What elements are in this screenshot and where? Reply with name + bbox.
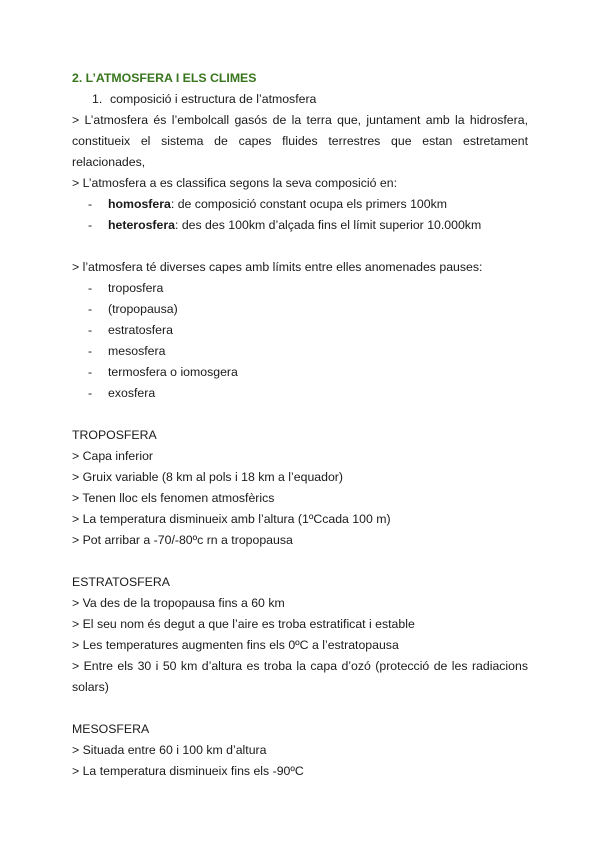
troposfera-line: > La temperatura disminueix amb l’altura (1ºCcada 100 m) <box>72 512 391 526</box>
subsection-heading <box>72 89 528 110</box>
troposfera-line: > Tenen lloc els fenomen atmosfèrics <box>72 491 275 505</box>
term-heterosfera: heterosfera <box>108 218 175 232</box>
estratosfera-heading: ESTRATOSFERA <box>72 575 170 589</box>
troposfera-heading: TROPOSFERA <box>72 428 157 442</box>
layer-item: - (tropopausa) <box>88 302 178 316</box>
estratosfera-line: > Va des de la tropopausa fins a 60 km <box>72 596 285 610</box>
layer-item: - estratosfera <box>88 323 173 337</box>
layer-item: - mesosfera <box>88 344 166 358</box>
intro-paragraph: > L’atmosfera és l’embolcall gasós de la terra que, juntament amb la hidrosfera, constitueix el sistema de capes fluides terrestres que estan estretament relacionades, <box>72 113 528 169</box>
term-heterosfera-text: : des des 100km d’alçada fins el límit superior 10.000km <box>174 218 482 232</box>
layer-item: - troposfera <box>88 281 164 295</box>
classification-intro: > L’atmosfera a es classifica segons la seva composició en: <box>72 176 398 190</box>
mesosfera-line: > Situada entre 60 i 100 km d’altura <box>72 743 267 757</box>
term-homosfera: homosfera <box>108 197 171 211</box>
mesosfera-heading: MESOSFERA <box>72 722 150 736</box>
section-title: 2. L’ATMOSFERA I ELS CLIMES <box>72 71 257 85</box>
troposfera-line: > Capa inferior <box>72 449 153 463</box>
estratosfera-ozone-paragraph: > Entre els 30 i 50 km d’altura es troba la capa d’ozó (protecció de les radiacions solars) <box>72 659 528 694</box>
estratosfera-line: > El seu nom és degut a que l’aire es troba estratificat i estable <box>72 617 415 631</box>
layers-intro: > l’atmosfera té diverses capes amb límits entre elles anomenades pauses: <box>72 260 483 274</box>
subsection-label: composició i estructura de l’atmosfera <box>110 92 317 106</box>
layer-item: - exosfera <box>88 386 156 400</box>
document-page <box>72 68 528 782</box>
classification-item-homosfera: - homosfera: de composició constant ocupa els primers 100km <box>88 197 448 211</box>
layer-item: - termosfera o iomosgera <box>88 365 238 379</box>
classification-item-heterosfera: - heterosfera: des des 100km d’alçada fins el límit superior 10.000km <box>88 218 482 232</box>
troposfera-line: > Pot arribar a -70/-80ºc rn a tropopausa <box>72 533 293 547</box>
subsection-number: 1. <box>92 92 103 106</box>
estratosfera-line: > Les temperatures augmenten fins els 0ºC a l’estratopausa <box>72 638 399 652</box>
term-homosfera-text: : de composició constant ocupa els primers 100km <box>170 197 448 211</box>
troposfera-line: > Gruix variable (8 km al pols i 18 km a l’equador) <box>72 470 343 484</box>
mesosfera-line: > La temperatura disminueix fins els -90ºC <box>72 764 304 778</box>
